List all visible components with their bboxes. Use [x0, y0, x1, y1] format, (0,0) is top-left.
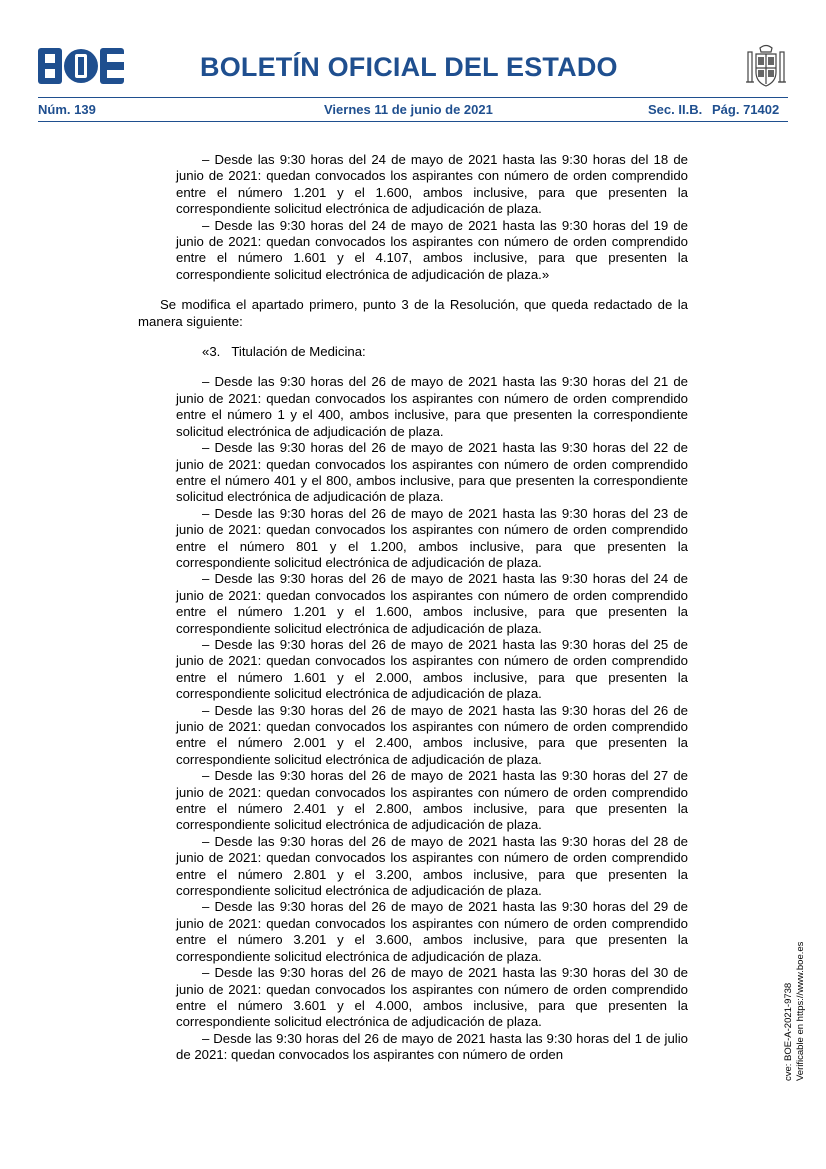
body-paragraph: Se modifica el apartado primero, punto 3 de la Resolución, que queda redactado de la manera siguiente: — [138, 297, 688, 329]
section-heading: «3. Titulación de Medicina: — [202, 344, 366, 360]
list-item: – Desde las 9:30 horas del 26 de mayo de 2021 hasta las 9:30 horas del 22 de junio de 2021: quedan convocados los aspirantes con número de orden comprendido entre el número 401 y el 800, ambos inclusive, para que presenten la correspondiente solicitud electrónica de adjudicación de plaza. — [176, 440, 688, 505]
list-item: – Desde las 9:30 horas del 26 de mayo de 2021 hasta las 9:30 horas del 21 de junio de 2021: quedan convocados los aspirantes con número de orden comprendido entre el número 1 y el 400, ambos inclusive, para que presenten la correspondiente solicitud electrónica de adjudicación de plaza. — [176, 374, 688, 439]
list-item: – Desde las 9:30 horas del 26 de mayo de 2021 hasta las 9:30 horas del 23 de junio de 2021: quedan convocados los aspirantes con número de orden comprendido entre el número 801 y el 1.200, ambos inclusive, para que presenten la correspondiente solicitud electrónica de adjudicación de plaza. — [176, 505, 688, 570]
page-number: Pág. 71402 — [712, 102, 780, 117]
list-item: – Desde las 9:30 horas del 26 de mayo de 2021 hasta las 9:30 horas del 28 de junio de 2021: quedan convocados los aspirantes con número de orden comprendido entre el número 2.801 y el 3.200, ambos inclusive, para que presenten la correspondiente solicitud electrónica de adjudicación de plaza. — [176, 833, 688, 899]
section-label: Sec. II.B. — [648, 102, 703, 117]
list-item: – Desde las 9:30 horas del 24 de mayo de 2021 hasta las 9:30 horas del 18 de junio de 2021: quedan convocados los aspirantes con número de orden comprendido entre el número 1.201 y el 1.600, ambos inclusive, para que presenten la correspondiente solicitud electrónica de adjudicación de plaza. — [176, 152, 688, 217]
verification-link[interactable]: Verificable en https://www.boe.es — [795, 941, 806, 1081]
list-item: – Desde las 9:30 horas del 26 de mayo de 2021 hasta las 9:30 horas del 30 de junio de 2021: quedan convocados los aspirantes con número de orden comprendido entre el número 3.601 y el 4.000, ambos inclusive, para que presenten la correspondiente solicitud electrónica de adjudicación de plaza. — [176, 965, 688, 1030]
cve-code: cve: BOE-A-2021-9738 — [783, 982, 794, 1081]
list-item: – Desde las 9:30 horas del 24 de mayo de 2021 hasta las 9:30 horas del 19 de junio de 2021: quedan convocados los aspirantes con número de orden comprendido entre el número 1.601 y el 4.107, ambos inclusive, para que presenten la correspondiente solicitud electrónica de adjudicación de plaza.» — [176, 217, 688, 282]
coat-of-arms-icon — [744, 42, 788, 90]
document-body — [138, 152, 688, 1064]
issue-date: Viernes 11 de junio de 2021 — [324, 102, 493, 117]
verification-sidebar — [783, 942, 807, 1081]
list-item: – Desde las 9:30 horas del 26 de mayo de 2021 hasta las 9:30 horas del 29 de junio de 2021: quedan convocados los aspirantes con número de orden comprendido entre el número 3.201 y el 3.600, ambos inclusive, para que presenten la correspondiente solicitud electrónica de adjudicación de plaza. — [176, 899, 688, 964]
header-rule-top — [38, 97, 788, 98]
masthead-title: BOLETÍN OFICIAL DEL ESTADO — [200, 52, 618, 82]
list-item: – Desde las 9:30 horas del 26 de mayo de 2021 hasta las 9:30 horas del 25 de junio de 2021: quedan convocados los aspirantes con número de orden comprendido entre el número 1.601 y el 2.000, ambos inclusive, para que presenten la correspondiente solicitud electrónica de adjudicación de plaza. — [176, 636, 688, 702]
issue-number: Núm. 139 — [38, 102, 96, 117]
list-item: – Desde las 9:30 horas del 26 de mayo de 2021 hasta las 9:30 horas del 24 de junio de 2021: quedan convocados los aspirantes con número de orden comprendido entre el número 1.201 y el 1.600, ambos inclusive, para que presenten la correspondiente solicitud electrónica de adjudicación de plaza. — [176, 571, 688, 636]
boe-logo — [38, 48, 124, 84]
list-item: – Desde las 9:30 horas del 26 de mayo de 2021 hasta las 9:30 horas del 26 de junio de 2021: quedan convocados los aspirantes con número de orden comprendido entre el número 2.001 y el 2.400, ambos inclusive, para que presenten la correspondiente solicitud electrónica de adjudicación de plaza. — [176, 702, 688, 767]
list-item: – Desde las 9:30 horas del 26 de mayo de 2021 hasta las 9:30 horas del 1 de julio de 2021: quedan convocados los aspirantes con número de orden — [176, 1030, 688, 1063]
header-rule-bottom — [38, 121, 788, 122]
list-item: – Desde las 9:30 horas del 26 de mayo de 2021 hasta las 9:30 horas del 27 de junio de 2021: quedan convocados los aspirantes con número de orden comprendido entre el número 2.401 y el 2.800, ambos inclusive, para que presenten la correspondiente solicitud electrónica de adjudicación de plaza. — [176, 768, 688, 833]
